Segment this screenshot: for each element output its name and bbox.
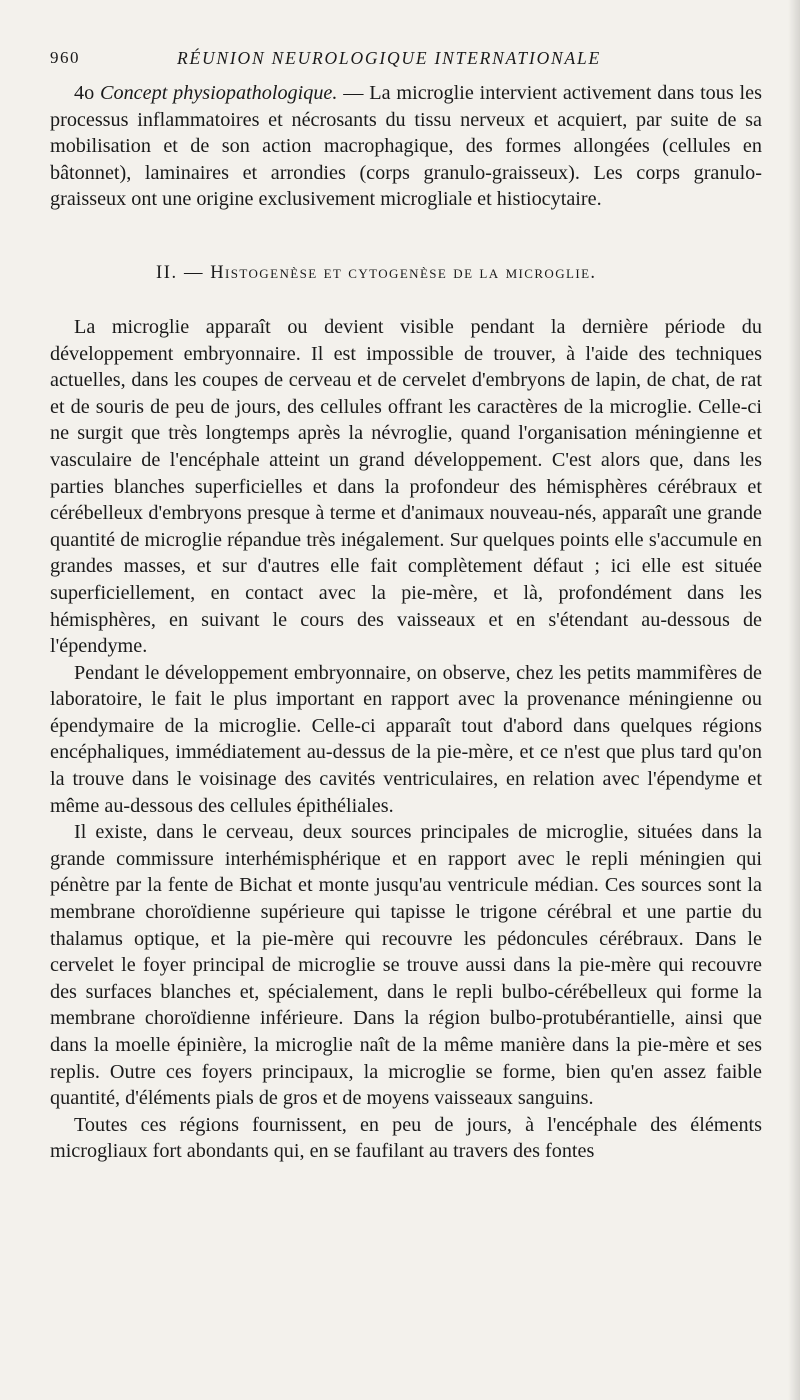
body-paragraph-3: Il existe, dans le cerveau, deux sources principales de microglie, situées dans la grande commissure interhémisphérique et en rapport avec le repli méningien qui pénètre par la fente de Bichat et monte jusqu'au ventricule médian. Ces sources sont la membrane choroïdienne supérieure qui tapisse le trigone cérébral et une partie du thalamus optique, et la pie-mère qui recouvre les pédoncules cérébraux. Dans le cervelet le foyer principal de microglie se trouve aussi dans la pie-mère qui recouvre des surfaces blanches et, spécialement, dans le repli bulbo-cérébelleux qui forme la membrane choroïdienne inférieure. Dans la région bulbo-protubérantielle, ainsi que dans la moelle épinière, la microglie naît de la même manière dans la pie-mère et ses replis. Outre ces foyers principaux, la microglie se forme, bien qu'en assez faible quantité, d'éléments pials de gros et de moyens vaisseaux sanguins. — [50, 821, 762, 1110]
body-paragraph-2: Pendant le développement embryonnaire, on observe, chez les petits mammifères de laboratoire, le fait le plus important en rapport avec la provenance méningienne ou épendymaire de la microglie. Celle-ci apparaît tout d'abord dans quelques régions encéphaliques, immédiatement au-dessus de la pie-mère, et ce n'est que plus tard qu'on la trouve dans le voisinage des cavités ventriculaires, en relation avec l'épendyme et même au-dessous des cellules épithéliales. — [50, 661, 762, 817]
page-edge-shadow — [788, 0, 800, 1400]
body-paragraph-1: La microglie apparaît ou devient visible pendant la dernière période du développement embryonnaire. Il est impossible de trouver, à l'aide des techniques actuelles, dans les coupes de cerveau et de cervelet d'embryons de lapin, de chat, de rat et de souris de peu de jours, des cellules offrant les caractères de la microglie. Celle-ci ne surgit que très longtemps après la névroglie, quand l'organisation méningienne et vasculaire de l'encéphale atteint un grand développement. C'est alors que, dans les parties blanches superficielles et dans la profondeur des hémisphères cérébraux et cérébelleux d'embryons presque à terme et d'animaux nouveau-nés, apparaît une grande quantité de microglie répandue très inégalement. Sur quelques points elle s'accumule en grandes masses, et sur d'autres elle fait complètement défaut ; ici elle est située superficiellement, en contact avec la pie-mère, et là, profondément dans les hémisphères, en suivant le cours des vaisseaux et en s'étendant au-dessous de l'épendyme. — [50, 315, 762, 658]
section-4-title: Concept physiopathologique. — [100, 82, 338, 104]
running-head — [50, 44, 762, 80]
section-heading-title: Histogenèse et cytogenèse de la microglie. — [210, 262, 597, 283]
page-number: 960 — [50, 48, 80, 67]
body-paragraph-4: Toutes ces régions fournissent, en peu de jours, à l'encéphale des éléments microgliaux fort abondants qui, en se faufilant au travers des fontes — [50, 1113, 762, 1163]
section-4-paragraph — [50, 80, 762, 213]
running-title: RÉUNION NEUROLOGIQUE INTERNATIONALE — [177, 48, 602, 68]
book-page — [50, 44, 762, 1364]
section-heading — [50, 263, 762, 284]
section-4-body: — La microglie intervient activement dans tous les processus inflammatoires et nécrosants du tissu nerveux et acquiert, par suite de sa mobilisation et de son action macrophagique, des formes allongées (cellules en bâtonnet), laminaires et arrondies (corps granulo-graisseux). Les corps granulo-graisseux ont une origine exclusivement microgliale et histiocytaire. — [50, 82, 762, 211]
section-4-number: 4o — [74, 82, 95, 104]
section-heading-numeral: II. — — [156, 262, 211, 283]
